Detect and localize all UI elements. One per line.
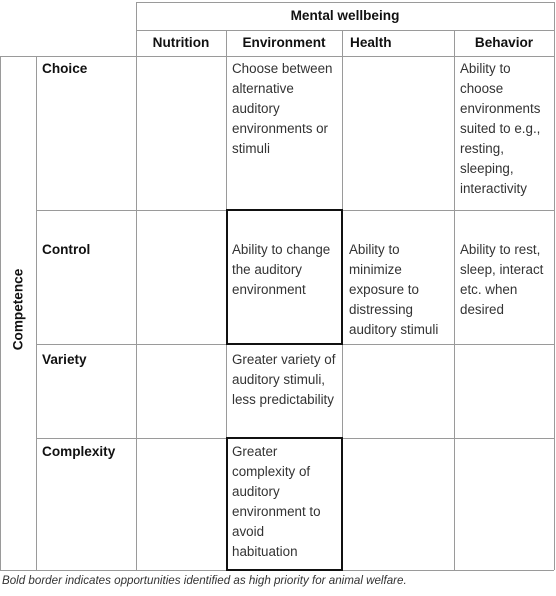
cell-control-health: Ability to minimize exposure to distressing auditory stimuli xyxy=(349,242,439,337)
rule-header-group xyxy=(136,30,554,31)
highlight-box-control-environment xyxy=(226,209,343,345)
row-header-control: Control xyxy=(42,242,91,257)
row-header-choice: Choice xyxy=(42,61,88,76)
rule-left-inner xyxy=(36,56,37,570)
rule-top xyxy=(136,2,554,3)
rule-col-1 xyxy=(136,2,137,570)
row-header-complexity: Complexity xyxy=(42,444,116,459)
rule-left-outer xyxy=(0,56,1,570)
column-header-nutrition: Nutrition xyxy=(152,35,210,50)
side-label-competence: Competence xyxy=(10,268,26,351)
highlight-box-complexity-environment xyxy=(226,437,343,571)
cell-control-environment: Ability to change the auditory environment xyxy=(232,242,331,297)
cell-complexity-environment: Greater complexity of auditory environment to avoid habituation xyxy=(232,444,321,559)
column-header-health: Health xyxy=(350,35,392,50)
cell-choice-behavior: Ability to choose environments suited to e.g., resting, sleeping, interactivity xyxy=(460,61,541,196)
cell-control-behavior: Ability to rest, sleep, interact etc. when desired xyxy=(460,242,544,317)
cell-variety-environment: Greater variety of auditory stimuli, less predictability xyxy=(232,352,336,407)
table-caption: Bold border indicates opportunities identified as high priority for animal welfare. xyxy=(2,574,407,587)
cell-choice-environment: Choose between alternative auditory environments or stimuli xyxy=(232,61,333,156)
row-header-variety: Variety xyxy=(42,352,87,367)
rule-header-columns xyxy=(0,56,554,57)
group-header: Mental wellbeing xyxy=(290,8,400,23)
column-header-environment: Environment xyxy=(242,35,326,50)
column-header-behavior: Behavior xyxy=(474,35,534,50)
